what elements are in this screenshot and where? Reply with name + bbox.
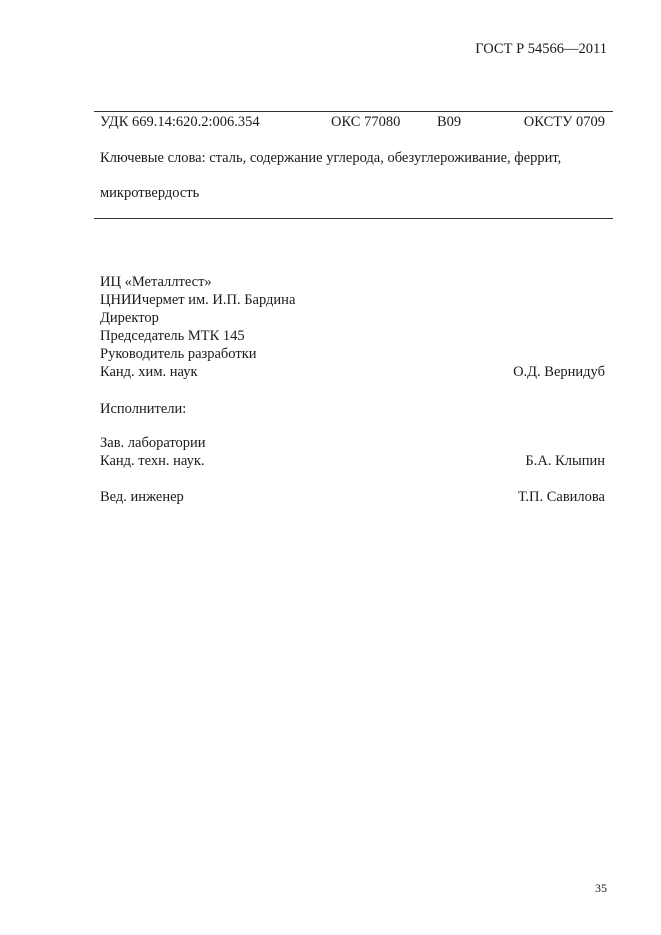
signer-name: О.Д. Вернидуб <box>513 364 605 380</box>
bottom-rule <box>94 218 613 219</box>
performer-1-name: Б.А. Клыпин <box>525 453 605 469</box>
group-code: В09 <box>437 114 462 130</box>
udk-code: УДК 669.14:620.2:006.354 <box>100 114 260 130</box>
standard-code: ГОСТ Р 54566—2011 <box>475 41 607 57</box>
performer-2-position: Вед. инженер <box>100 489 184 505</box>
performer-2-name: Т.П. Савилова <box>517 489 605 505</box>
org-line-3: Директор <box>100 310 159 326</box>
oks-code: ОКС 77080 <box>331 114 401 130</box>
signer-row <box>100 363 605 381</box>
keywords-line-1: Ключевые слова: сталь, содержание углерода, обезуглероживание, феррит, <box>100 150 562 166</box>
performer-1-position: Зав. лаборатории <box>100 435 206 451</box>
org-line-5: Руководитель разработки <box>100 346 257 362</box>
performer-1-row <box>100 452 605 470</box>
signer-title: Канд. хим. наук <box>100 364 198 380</box>
top-rule <box>94 111 613 112</box>
performer-1-degree: Канд. техн. наук. <box>100 453 205 469</box>
org-line-1: ИЦ «Металлтест» <box>100 274 212 290</box>
performers-heading: Исполнители: <box>100 401 187 417</box>
okstu-code: ОКСТУ 0709 <box>523 114 605 130</box>
performer-2-row <box>100 488 605 506</box>
keywords-line-2: микротвердость <box>100 185 200 201</box>
org-line-2: ЦНИИчермет им. И.П. Бардина <box>100 292 296 308</box>
org-line-4: Председатель МТК 145 <box>100 328 245 344</box>
page-number: 35 <box>595 881 607 895</box>
